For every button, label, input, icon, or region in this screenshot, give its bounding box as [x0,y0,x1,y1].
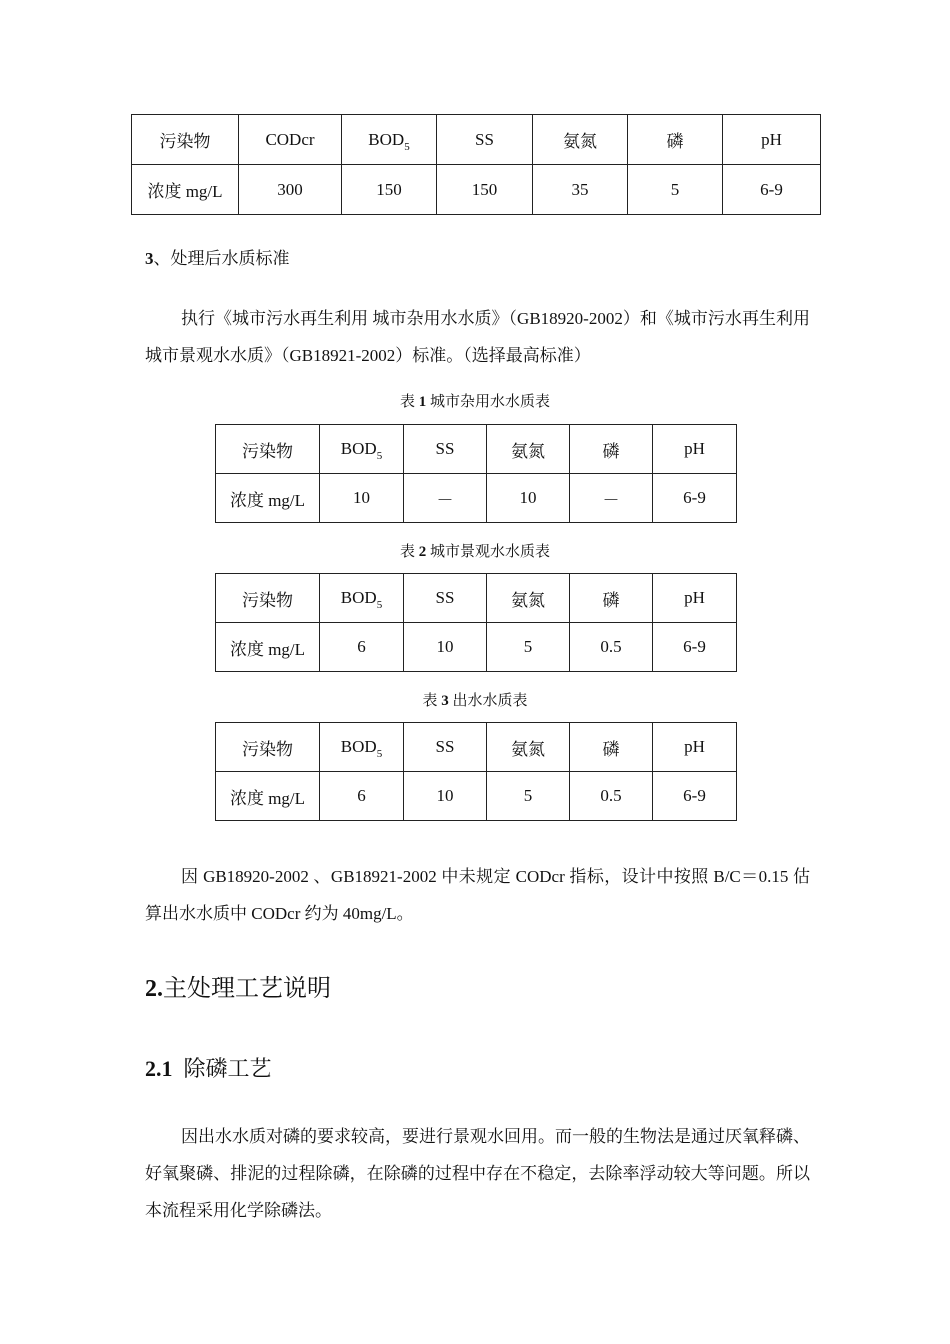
header-cell: 氨氮 [533,115,628,165]
effluent-water-quality-table [215,722,737,821]
header-cell: SS [404,723,487,772]
table-cell: 0.5 [570,772,653,821]
paragraph-standards: 执行《城市污水再生利用 城市杂用水水质》（GB18920-2002）和《城市污水再生利用 城市景观水水质》（GB18921-2002）标准。（选择最高标准） [145,309,810,365]
miscellaneous-water-quality-table [215,424,737,523]
header-cell: 污染物 [216,723,320,772]
table-cell: 10 [404,772,487,821]
header-cell: SS [404,574,487,623]
header-cell: $BOD_5$ [320,425,404,474]
header-cell: $BOD_5$ [320,723,404,772]
table-cell: 6 [320,623,404,672]
table-cell: 5 [628,165,723,215]
table-header-row [216,723,737,772]
table-cell: 10 [404,623,487,672]
influent-quality-table [131,114,821,215]
table-cell: 300 [239,165,342,215]
table-caption-3: 表 3 出水水质表 [422,693,528,709]
table-cell: 35 [533,165,628,215]
table-row [216,474,737,523]
header-cell: 磷 [570,574,653,623]
table-header-row [216,574,737,623]
table-cell: 150 [437,165,533,215]
paragraph-codcr-estimate: 因 GB18920-2002 、GB18921-2002 中未规定 CODcr 指标，设计中按照 B/C＝0.15 估算出水水质中 CODcr 约为 40mg/L。 [145,867,810,923]
table-cell: 浓度 mg/L [216,623,320,672]
header-cell: 氨氮 [487,723,570,772]
table-cell: 6-9 [653,623,737,672]
table-header-row [132,115,821,165]
table-row [132,165,821,215]
header-cell: pH [653,574,737,623]
header-cell: $BOD_5$ [320,574,404,623]
table-cell: 6-9 [653,772,737,821]
table-cell: 0.5 [570,623,653,672]
table-cell: 6 [320,772,404,821]
table-cell: 5 [487,623,570,672]
header-cell: 氨氮 [487,425,570,474]
header-cell: 氨氮 [487,574,570,623]
header-cell: pH [653,425,737,474]
table-cell: － [404,474,487,523]
header-cell: SS [404,425,487,474]
table-caption-2: 表 2 城市景观水水质表 [399,544,551,560]
table-cell: 浓度 mg/L [216,474,320,523]
header-cell: 磷 [570,723,653,772]
table-cell: 浓度 mg/L [132,165,239,215]
table-cell: － [570,474,653,523]
table-row [216,623,737,672]
header-cell: 污染物 [216,425,320,474]
section-heading-phosphorus-removal: 2.1 除磷工艺 [145,1056,272,1081]
table-caption-1: 表 1 城市杂用水水质表 [399,394,551,410]
landscape-water-quality-table [215,573,737,672]
header-cell: 磷 [628,115,723,165]
table-cell: 浓度 mg/L [216,772,320,821]
header-cell: CODcr [239,115,342,165]
header-cell: SS [437,115,533,165]
table-cell: 5 [487,772,570,821]
table-header-row [216,425,737,474]
table-row [216,772,737,821]
table-cell: 10 [320,474,404,523]
table-cell: 150 [342,165,437,215]
header-cell: $BOD_5$ [342,115,437,165]
header-cell: pH [723,115,821,165]
subheading-treated-water-standard: 3、处理后水质标准 [145,249,290,268]
header-cell: 磷 [570,425,653,474]
header-cell: pH [653,723,737,772]
header-cell: 污染物 [132,115,239,165]
table-cell: 6-9 [653,474,737,523]
table-cell: 10 [487,474,570,523]
header-cell: 污染物 [216,574,320,623]
table-cell: 6-9 [723,165,821,215]
paragraph-phosphorus-removal: 因出水水质对磷的要求较高，要进行景观水回用。而一般的生物法是通过厌氧释磷、好氧聚磷、排泥的过程除磷，在除磷的过程中存在不稳定，去除率浮动较大等问题。所以本流程采用化学除磷法。 [145,1127,810,1220]
section-heading-main-process: 2.主处理工艺说明 [145,976,331,1002]
